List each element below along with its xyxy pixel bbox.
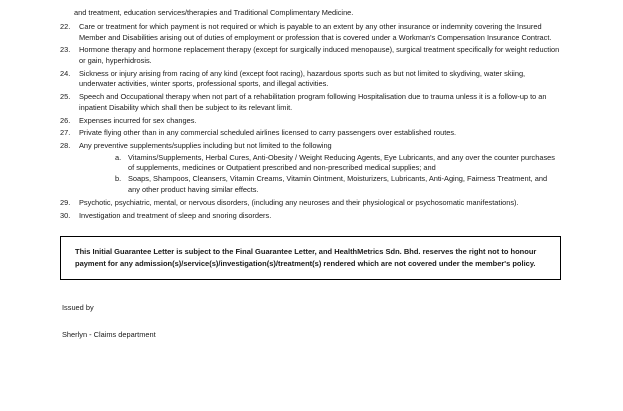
list-item-text: Care or treatment for which payment is not required or which is payable to an extent by any other insurance or indemnity covering the Insured Member and Disabilities arising out of duties of employment or profession that is covered under a Workman's Compensation Insurance Contract. bbox=[79, 22, 552, 42]
list-item bbox=[60, 116, 561, 127]
sub-list bbox=[79, 153, 561, 196]
list-item-number: 26. bbox=[60, 115, 71, 125]
list-item-number: 27. bbox=[60, 128, 71, 138]
list-item-text: Any preventive supplements/supplies including but not limited to the following bbox=[79, 141, 332, 151]
list-item-text: Investigation and treatment of sleep and snoring disorders. bbox=[79, 210, 272, 220]
list-item bbox=[60, 128, 561, 139]
sub-list-item-letter: a. bbox=[115, 152, 122, 162]
exclusions-list bbox=[60, 22, 561, 221]
list-item-text: Sickness or injury arising from racing of any kind (except foot racing), hazardous sports such as but not limited to skydiving, water skiing, underwater activities, winter sports, professional sports, and illegal activities. bbox=[79, 68, 526, 89]
sub-list-item-text: Vitamins/Supplements, Herbal Cures, Anti-Obesity / Weight Reducing Agents, Eye Lubricants, and any over the counter purchases of supplements, medicines or Outpatient prescribed and non-prescribed medical supplies; and bbox=[128, 152, 555, 173]
continuation-line: and treatment, education services/therapies and Traditional Complimentary Medicine. bbox=[74, 8, 354, 17]
list-item bbox=[60, 198, 561, 209]
sub-list-item bbox=[115, 174, 561, 195]
sub-list-item-letter: b. bbox=[115, 174, 122, 184]
list-item-text: Private flying other than in any commercial scheduled airlines licensed to carry passengers over established routes. bbox=[79, 128, 457, 138]
issued-by-label: Issued by bbox=[62, 303, 94, 313]
list-item bbox=[60, 45, 561, 66]
list-item bbox=[60, 92, 561, 113]
list-item-number: 23. bbox=[60, 45, 71, 55]
list-item-number: 25. bbox=[60, 92, 71, 102]
list-item bbox=[60, 22, 561, 43]
list-item bbox=[60, 141, 561, 195]
list-item-number: 24. bbox=[60, 68, 71, 78]
signer-name: Sherlyn - Claims department bbox=[62, 330, 156, 340]
list-item-number: 28. bbox=[60, 141, 71, 151]
list-item-number: 22. bbox=[60, 22, 71, 31]
list-item-number: 29. bbox=[60, 197, 71, 207]
list-item-text: Expenses incurred for sex changes. bbox=[79, 115, 197, 125]
list-item-number: 30. bbox=[60, 210, 71, 220]
sub-list-item-text: Soaps, Shampoos, Cleansers, Vitamin Creams, Vitamin Ointment, Moisturizers, Lubricants, Anti-Aging, Fairness Treatment, and any other product having similar effects. bbox=[128, 174, 548, 194]
signature-block bbox=[60, 302, 561, 340]
list-item bbox=[60, 211, 561, 222]
list-item-text: Hormone therapy and hormone replacement therapy (except for surgically induced menopause), surgical treatment specifically for weight reduction or gain, hyperhidrosis. bbox=[79, 45, 560, 65]
list-item-text: Psychotic, psychiatric, mental, or nervous disorders, (including any neuroses and their physiological or psychosomatic manifestations). bbox=[79, 197, 519, 207]
disclaimer-box: This Initial Guarantee Letter is subject to the Final Guarantee Letter, and HealthMetrics Sdn. Bhd. reserves the right not to honour payment for any admission(s)/service(s)/investigation(s)/treatment(s) rendered which are not covered under the member's policy. bbox=[60, 236, 561, 280]
list-item-text: Speech and Occupational therapy when not part of a rehabilitation program following Hospitalisation due to trauma unless it is a follow-up to an inpatient Disability which shall then be subject to its relevant limit. bbox=[79, 92, 547, 112]
list-item bbox=[60, 69, 561, 90]
sub-list-item bbox=[115, 153, 561, 174]
